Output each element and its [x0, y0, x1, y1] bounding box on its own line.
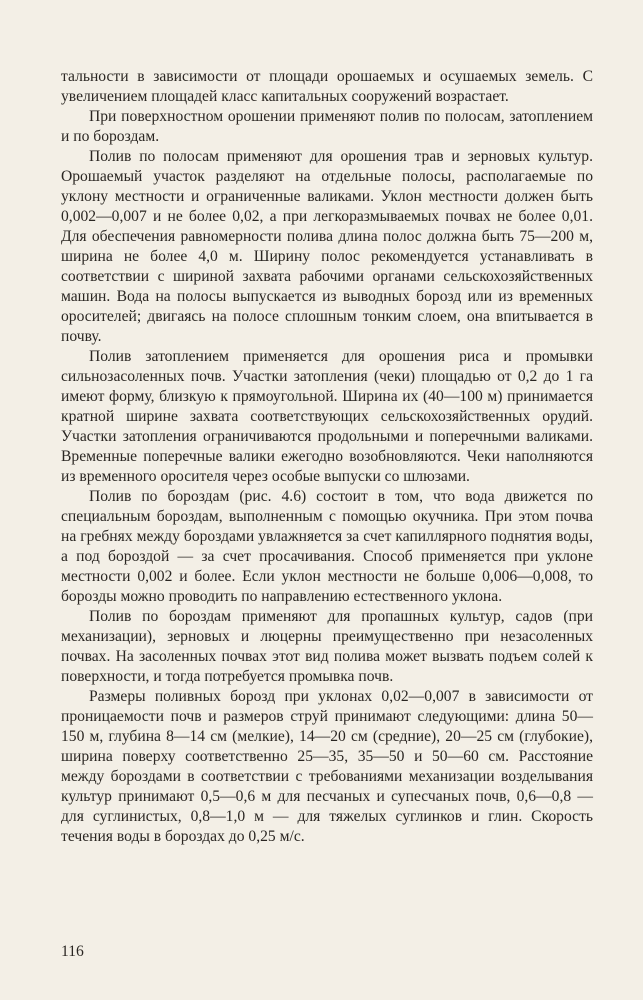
- paragraph-furrow-dimensions: Размеры поливных борозд при уклонах 0,02—0,007 в зависимости от проницаемости почв и размеров струй принимают следующими: длина 50—150 м, глубина 8—14 см (мелкие), 14—20 см (средние), 20—25 см (глубокие), ширина поверху соответственно 25—35, 35—50 и 50—60 см. Расстояние между бороздами в соответствии с требованиями механизации возделывания культур принимают 0,5—0,6 м для песчаных и супесчаных почв, 0,6—0,8 — для суглинистых, 0,8—1,0 м — для тяжелых суглинков и глин. Скорость течения воды в бороздах до 0,25 м/с.: [61, 688, 593, 845]
- paragraph-flood-irrigation: Полив затоплением применяется для орошения риса и промывки сильнозасоленных почв. Участки затопления (чеки) площадью от 0,2 до 1 га имеют форму, близкую к прямоугольной. Ширина их (40—100 м) принимается кратной ширине захвата соответствующих сельскохозяйственных орудий. Участки затопления ограничиваются продольными и поперечными валиками. Временные поперечные валики ежегодно возобновляются. Чеки наполняются из временного оросителя через особые выпуски со шлюзами.: [61, 348, 593, 485]
- body-text: [61, 67, 593, 847]
- paragraph-irrigation-methods: При поверхностном орошении применяют полив по полосам, затоплением и по бороздам.: [61, 108, 593, 145]
- paragraph-strip-irrigation: Полив по полосам применяют для орошения трав и зерновых культур. Орошаемый участок разделяют на отдельные полосы, располагаемые по уклону местности и ограниченные валиками. Уклон местности должен быть 0,002—0,007 и не более 0,02, а при легкоразмываемых почвах не более 0,01. Для обеспечения равномерности полива длина полос должна быть 75—200 м, ширина не более 4,0 м. Ширину полос рекомендуется устанавливать в соответствии с шириной захвата рабочими органами сельскохозяйственных машин. Вода на полосы выпускается из выводных борозд или из временных оросителей; двигаясь на полосе сплошным тонким слоем, она впитывается в почву.: [61, 148, 593, 345]
- paragraph-furrow-irrigation: Полив по бороздам (рис. 4.6) состоит в том, что вода движется по специальным бороздам, выполненным с помощью окучника. При этом почва на гребнях между бороздами увлажняется за счет капиллярного поднятия воды, а под бороздой — за счет просачивания. Способ применяется при уклоне местности 0,002 и более. Если уклон местности не больше 0,006—0,008, то борозды можно проводить по направлению естественного уклона.: [61, 488, 593, 605]
- paragraph-continued: тальности в зависимости от площади орошаемых и осушаемых земель. С увеличением площадей класс капитальных сооружений возрастает.: [61, 68, 593, 105]
- page-number: 116: [61, 943, 84, 960]
- paragraph-furrow-crops: Полив по бороздам применяют для пропашных культур, садов (при механизации), зерновых и люцерны преимущественно при незасоленных почвах. На засоленных почвах этот вид полива может вызвать подъем солей к поверхности, и тогда потребуется промывка почв.: [61, 608, 593, 685]
